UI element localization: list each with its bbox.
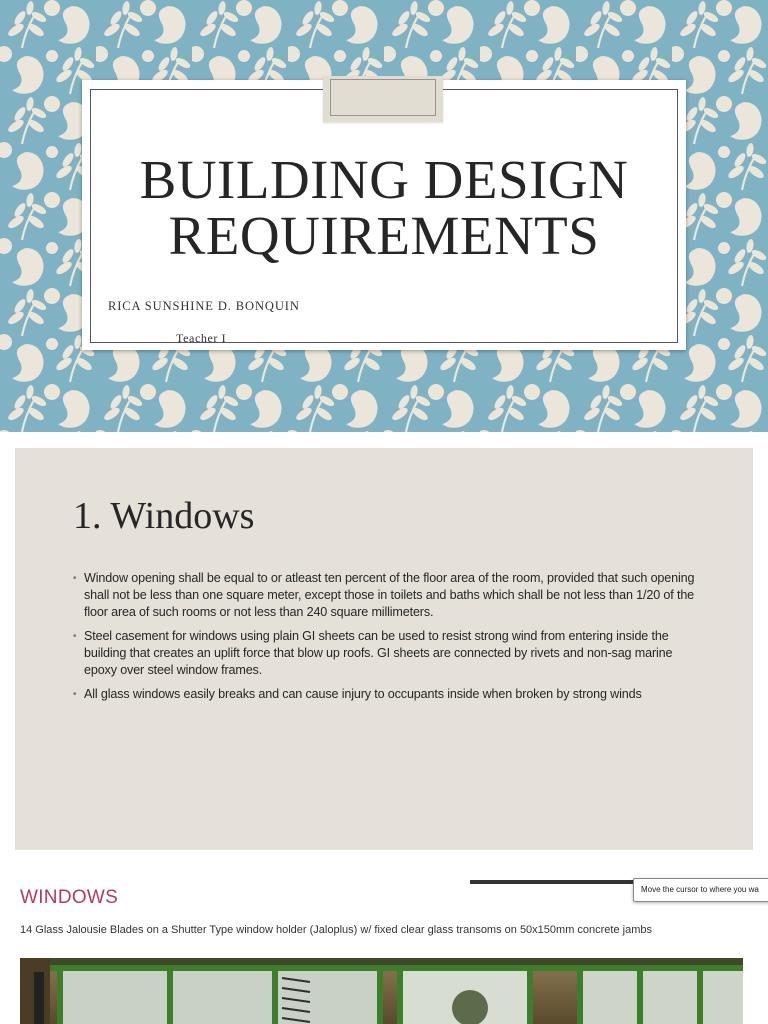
bullet-item	[73, 628, 703, 679]
bullet-item	[73, 570, 703, 621]
window-photo	[20, 958, 743, 1024]
presentation-title	[82, 149, 686, 266]
bullet-text: Steel casement for windows using plain GI sheets can be used to resist strong wind from entering inside the building that creates an uplift force that blow up roofs. GI sheets are connected by rivets and non-sag marine epoxy over steel window frames.	[84, 629, 673, 677]
title-line-2: REQUIREMENTS	[168, 205, 600, 266]
bullet-item	[73, 686, 703, 703]
photo-caption: 14 Glass Jalousie Blades on a Shutter Type window holder (Jaloplus) w/ fixed clear glass transoms on 50x150mm concrete jambs	[20, 924, 653, 936]
bullet-icon: •	[73, 573, 77, 584]
card-tab	[323, 76, 443, 122]
title-card	[82, 80, 686, 350]
windows-photo-slide	[0, 866, 768, 1024]
bullet-list	[73, 570, 703, 710]
author-role: Teacher I	[176, 331, 227, 345]
bullet-icon: •	[73, 631, 77, 642]
card-tab-border	[330, 79, 436, 116]
bullet-icon: •	[73, 689, 77, 700]
window-photo-image	[20, 958, 743, 1024]
author-name: RICA SUNSHINE D. BONQUIN	[108, 299, 300, 313]
title-line-1: BUILDING DESIGN	[139, 149, 629, 210]
slide-title: WINDOWS	[20, 887, 119, 908]
bullet-text: All glass windows easily breaks and can cause injury to occupants inside when broken by strong winds	[84, 687, 642, 701]
windows-text-slide	[15, 448, 753, 850]
title-slide	[0, 0, 768, 432]
tooltip: Move the cursor to where you wa	[633, 878, 768, 902]
bullet-text: Window opening shall be equal to or atleast ten percent of the floor area of the room, provided that such opening shall not be less than one square meter, except those in toilets and baths which shall be not less than 1/20 of the floor area of such rooms or not less than 240 square millimeters.	[84, 571, 695, 619]
slide-heading: 1. Windows	[73, 495, 255, 537]
